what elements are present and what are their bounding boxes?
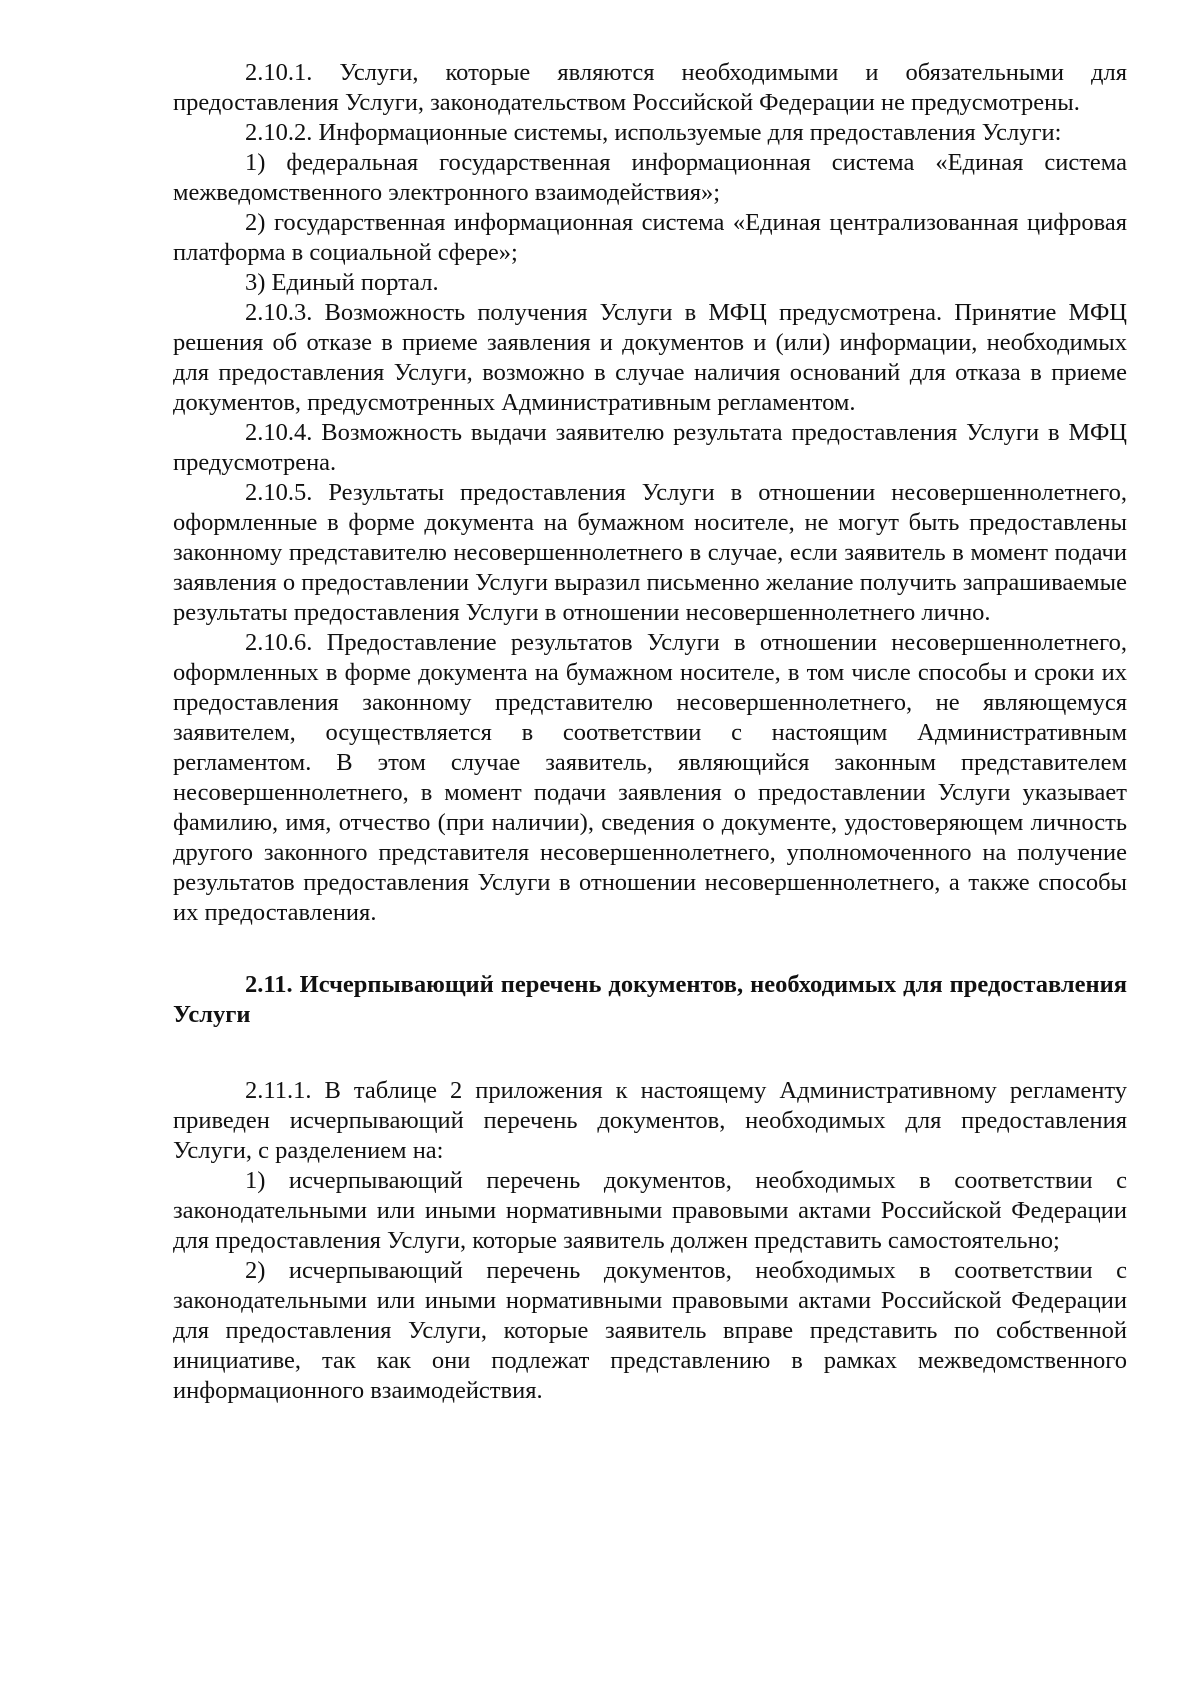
list-item-2-optional-docs: 2) исчерпывающий перечень документов, необходимых в соответствии с законодательными или иными нормативными правовыми актами Российской Федерации для предоставления Услуги, которые заявитель вправе представить по собственной инициативе, так как они подлежат представлению в рамках межведомственного информационного взаимодействия.	[173, 1257, 1127, 1404]
section-spacer	[173, 1030, 1127, 1076]
paragraph-2-10-5: 2.10.5. Результаты предоставления Услуги в отношении несовершеннолетнего, оформленные в форме документа на бумажном носителе, не могут быть предоставлены законному представителю несовершеннолетнего в случае, если заявитель в момент подачи заявления о предоставлении Услуги выразил письменно желание получить запрашиваемые результаты предоставления Услуги в отношении несовершеннолетнего лично.	[173, 479, 1127, 626]
paragraph-2-10-3: 2.10.3. Возможность получения Услуги в МФЦ предусмотрена. Принятие МФЦ решения об отказе в приеме заявления и документов и (или) информации, необходимых для предоставления Услуги, возможно в случае наличия оснований для отказа в приеме документов, предусмотренных Административным регламентом.	[173, 299, 1127, 416]
list-item-2-platform: 2) государственная информационная система «Единая централизованная цифровая платформа в социальной сфере»;	[173, 209, 1127, 266]
paragraph-2-11-1: 2.11.1. В таблице 2 приложения к настоящему Административному регламенту приведен исчерпывающий перечень документов, необходимых для предоставления Услуги, с разделением на:	[173, 1077, 1127, 1164]
document-body	[173, 58, 1127, 1406]
list-item-1-smev: 1) федеральная государственная информационная система «Единая система межведомственного электронного взаимодействия»;	[173, 149, 1127, 206]
list-item-1-mandatory-docs: 1) исчерпывающий перечень документов, необходимых в соответствии с законодательными или иными нормативными правовыми актами Российской Федерации для предоставления Услуги, которые заявитель должен представить самостоятельно;	[173, 1167, 1127, 1254]
paragraph-2-10-2: 2.10.2. Информационные системы, используемые для предоставления Услуги:	[245, 119, 1062, 146]
section-heading-2-11: 2.11. Исчерпывающий перечень документов, необходимых для предоставления Услуги	[173, 971, 1127, 1028]
paragraph-2-10-6: 2.10.6. Предоставление результатов Услуги в отношении несовершеннолетнего, оформленных в форме документа на бумажном носителе, в том числе способы и сроки их предоставления законному представителю несовершеннолетнего, не являющемуся заявителем, осуществляется в соответствии с настоящим Административным регламентом. В этом случае заявитель, являющийся законным представителем несовершеннолетнего, в момент подачи заявления о предоставлении Услуги указывает фамилию, имя, отчество (при наличии), сведения о документе, удостоверяющем личность другого законного представителя несовершеннолетнего, уполномоченного на получение результатов предоставления Услуги в отношении несовершеннолетнего, а также способы их предоставления.	[173, 629, 1127, 926]
paragraph-2-10-1: 2.10.1. Услуги, которые являются необходимыми и обязательными для предоставления Услуги, законодательством Российской Федерации не предусмотрены.	[173, 59, 1127, 116]
list-item-3-portal: 3) Единый портал.	[245, 269, 439, 296]
paragraph-2-10-4: 2.10.4. Возможность выдачи заявителю результата предоставления Услуги в МФЦ предусмотрена.	[173, 419, 1127, 476]
